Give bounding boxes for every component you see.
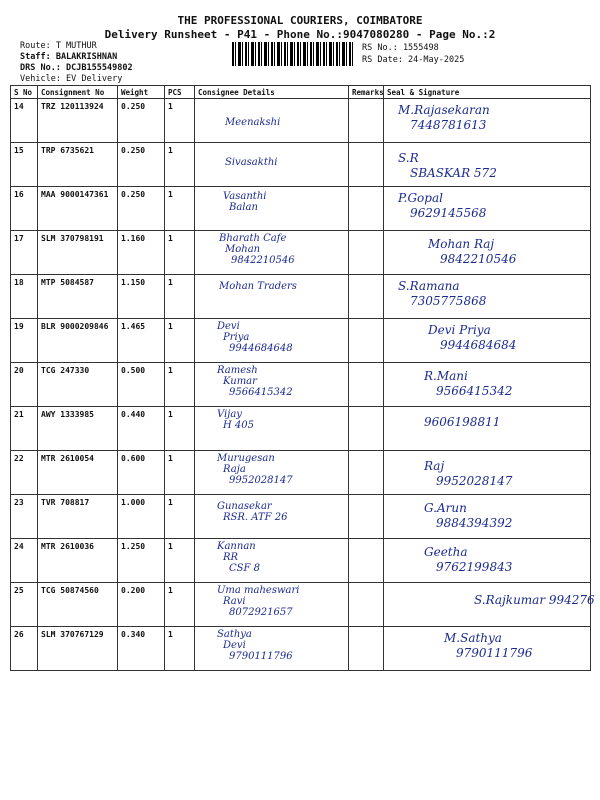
signature-handwriting: Raj xyxy=(424,459,445,473)
cell-consignment-no: MAA 9000147361 xyxy=(38,187,118,231)
cell-remarks xyxy=(349,363,384,407)
consignee-handwriting: Sathya xyxy=(217,629,252,640)
col-remarks: Remarks xyxy=(349,86,384,99)
consignee-handwriting: Vijay xyxy=(217,409,242,420)
cell-pcs: 1 xyxy=(165,319,195,363)
cell-consignee-details xyxy=(195,495,349,539)
rs-date-label: RS Date: 24-May-2025 xyxy=(362,55,465,65)
cell-remarks xyxy=(349,539,384,583)
table-row xyxy=(11,143,591,187)
cell-consignment-no: MTP 5084587 xyxy=(38,275,118,319)
col-consignee: Consignee Details xyxy=(195,86,349,99)
consignee-handwriting: Ramesh xyxy=(217,365,258,376)
consignee-handwriting: Murugesan xyxy=(217,453,275,464)
cell-weight: 1.465 xyxy=(118,319,165,363)
cell-sno: 26 xyxy=(11,627,38,671)
cell-consignee-details xyxy=(195,99,349,143)
consignee-handwriting: Gunasekar xyxy=(217,501,272,512)
consignee-handwriting: Vasanthi xyxy=(223,191,267,202)
cell-consignment-no: TRP 6735621 xyxy=(38,143,118,187)
cell-pcs: 1 xyxy=(165,143,195,187)
cell-seal-signature xyxy=(384,187,591,231)
table-row xyxy=(11,363,591,407)
cell-seal-signature xyxy=(384,231,591,275)
cell-weight: 0.500 xyxy=(118,363,165,407)
table-row xyxy=(11,627,591,671)
cell-remarks xyxy=(349,143,384,187)
cell-sno: 18 xyxy=(11,275,38,319)
cell-consignee-details xyxy=(195,583,349,627)
signature-handwriting: M.Sathya xyxy=(444,631,502,645)
consignee-handwriting: Kumar xyxy=(223,376,257,387)
cell-weight: 0.250 xyxy=(118,99,165,143)
cell-sno: 16 xyxy=(11,187,38,231)
col-weight: Weight xyxy=(118,86,165,99)
signature-handwriting: 9566415342 xyxy=(436,384,513,398)
cell-remarks xyxy=(349,583,384,627)
col-consignment: Consignment No xyxy=(38,86,118,99)
cell-pcs: 1 xyxy=(165,187,195,231)
consignee-handwriting: Uma maheswari xyxy=(217,585,300,596)
vehicle-label: Vehicle: EV Delivery xyxy=(20,74,123,84)
cell-consignment-no: TVR 708817 xyxy=(38,495,118,539)
meta-right xyxy=(362,42,464,66)
cell-consignee-details xyxy=(195,319,349,363)
cell-consignment-no: TCG 247330 xyxy=(38,363,118,407)
signature-handwriting: 9944684684 xyxy=(440,338,517,352)
cell-pcs: 1 xyxy=(165,407,195,451)
cell-pcs: 1 xyxy=(165,539,195,583)
cell-consignment-no: SLM 370798191 xyxy=(38,231,118,275)
cell-pcs: 1 xyxy=(165,451,195,495)
cell-seal-signature xyxy=(384,539,591,583)
consignee-handwriting: Raja xyxy=(223,464,246,475)
signature-handwriting: R.Mani xyxy=(424,369,468,383)
signature-handwriting: 9884394392 xyxy=(436,516,513,530)
cell-consignment-no: MTR 2610036 xyxy=(38,539,118,583)
cell-consignee-details xyxy=(195,539,349,583)
signature-handwriting: Geetha xyxy=(424,545,468,559)
cell-pcs: 1 xyxy=(165,99,195,143)
cell-sno: 17 xyxy=(11,231,38,275)
meta-left xyxy=(20,41,133,85)
cell-consignee-details xyxy=(195,627,349,671)
cell-consignee-details xyxy=(195,407,349,451)
cell-seal-signature xyxy=(384,99,591,143)
signature-handwriting: S.Rajkumar 994276 xyxy=(474,593,595,607)
rs-no-label: RS No.: 1555498 xyxy=(362,43,439,53)
cell-seal-signature xyxy=(384,319,591,363)
consignee-handwriting: Balan xyxy=(229,202,258,213)
consignee-handwriting: RR xyxy=(223,552,239,563)
table-row xyxy=(11,495,591,539)
cell-remarks xyxy=(349,319,384,363)
signature-handwriting: P.Gopal xyxy=(398,191,443,205)
table-row xyxy=(11,407,591,451)
cell-pcs: 1 xyxy=(165,495,195,539)
signature-handwriting: 9629145568 xyxy=(410,206,487,220)
cell-remarks xyxy=(349,275,384,319)
cell-consignee-details xyxy=(195,275,349,319)
cell-sno: 20 xyxy=(11,363,38,407)
signature-handwriting: 9790111796 xyxy=(456,646,533,660)
consignee-handwriting: 8072921657 xyxy=(229,607,293,618)
cell-sno: 14 xyxy=(11,99,38,143)
consignee-handwriting: Ravi xyxy=(223,596,246,607)
cell-remarks xyxy=(349,231,384,275)
cell-seal-signature xyxy=(384,407,591,451)
col-pcs: PCS xyxy=(165,86,195,99)
cell-weight: 0.440 xyxy=(118,407,165,451)
cell-consignment-no: SLM 370767129 xyxy=(38,627,118,671)
signature-handwriting: 9606198811 xyxy=(424,415,501,429)
cell-sno: 15 xyxy=(11,143,38,187)
consignee-handwriting: 9944684648 xyxy=(229,343,293,354)
cell-consignee-details xyxy=(195,187,349,231)
cell-consignee-details xyxy=(195,143,349,187)
route-label: Route: T MUTHUR xyxy=(20,41,97,51)
cell-pcs: 1 xyxy=(165,583,195,627)
cell-consignment-no: TCG 50874560 xyxy=(38,583,118,627)
signature-handwriting: 9762199843 xyxy=(436,560,513,574)
cell-weight: 1.160 xyxy=(118,231,165,275)
cell-remarks xyxy=(349,99,384,143)
cell-seal-signature xyxy=(384,143,591,187)
cell-seal-signature xyxy=(384,451,591,495)
consignee-handwriting: 9952028147 xyxy=(229,475,293,486)
table-row xyxy=(11,187,591,231)
cell-consignment-no: TRZ 120113924 xyxy=(38,99,118,143)
cell-consignee-details xyxy=(195,363,349,407)
cell-weight: 0.200 xyxy=(118,583,165,627)
cell-remarks xyxy=(349,627,384,671)
cell-sno: 22 xyxy=(11,451,38,495)
consignee-handwriting: Meenakshi xyxy=(225,117,281,128)
cell-weight: 0.250 xyxy=(118,143,165,187)
table-row xyxy=(11,275,591,319)
consignee-handwriting: 9566415342 xyxy=(229,387,293,398)
signature-handwriting: 9952028147 xyxy=(436,474,513,488)
cell-seal-signature xyxy=(384,495,591,539)
cell-consignment-no: MTR 2610054 xyxy=(38,451,118,495)
cell-remarks xyxy=(349,495,384,539)
signature-handwriting: M.Rajasekaran xyxy=(398,103,490,117)
signature-handwriting: Mohan Raj xyxy=(428,237,495,251)
cell-consignment-no: AWY 1333985 xyxy=(38,407,118,451)
cell-weight: 0.250 xyxy=(118,187,165,231)
table-row xyxy=(11,99,591,143)
cell-consignee-details xyxy=(195,231,349,275)
cell-weight: 0.600 xyxy=(118,451,165,495)
cell-seal-signature xyxy=(384,363,591,407)
table-row xyxy=(11,231,591,275)
cell-sno: 23 xyxy=(11,495,38,539)
consignee-handwriting: RSR. ATF 26 xyxy=(223,512,288,523)
table-row xyxy=(11,319,591,363)
consignee-handwriting: Bharath Cafe xyxy=(219,233,287,244)
consignee-handwriting: Priya xyxy=(223,332,250,343)
cell-remarks xyxy=(349,187,384,231)
cell-pcs: 1 xyxy=(165,275,195,319)
table-row xyxy=(11,451,591,495)
cell-remarks xyxy=(349,451,384,495)
cell-pcs: 1 xyxy=(165,231,195,275)
drs-label: DRS No.: DCJB155549802 xyxy=(20,63,133,73)
consignee-handwriting: H 405 xyxy=(223,420,254,431)
consignee-handwriting: CSF 8 xyxy=(229,563,260,574)
consignee-handwriting: Sivasakthi xyxy=(225,157,278,168)
cell-sno: 21 xyxy=(11,407,38,451)
cell-remarks xyxy=(349,407,384,451)
col-sno: S No xyxy=(11,86,38,99)
barcode-image xyxy=(232,42,354,66)
signature-handwriting: S.R xyxy=(398,151,419,165)
signature-handwriting: G.Arun xyxy=(424,501,467,515)
signature-handwriting: 9842210546 xyxy=(440,252,517,266)
staff-label: Staff: BALAKRISHNAN xyxy=(20,52,118,62)
table-row xyxy=(11,583,591,627)
signature-handwriting: 7448781613 xyxy=(410,118,487,132)
cell-pcs: 1 xyxy=(165,627,195,671)
cell-sno: 25 xyxy=(11,583,38,627)
col-seal: Seal & Signature xyxy=(384,86,591,99)
cell-weight: 0.340 xyxy=(118,627,165,671)
cell-weight: 1.250 xyxy=(118,539,165,583)
signature-handwriting: SBASKAR 572 xyxy=(410,166,497,180)
consignee-handwriting: 9790111796 xyxy=(229,651,293,662)
company-title: THE PROFESSIONAL COURIERS, COIMBATORE xyxy=(177,14,423,27)
table-row xyxy=(11,539,591,583)
consignee-handwriting: Mohan Traders xyxy=(219,281,297,292)
signature-handwriting: Devi Priya xyxy=(428,323,491,337)
consignee-handwriting: Mohan xyxy=(225,244,261,255)
cell-weight: 1.000 xyxy=(118,495,165,539)
cell-weight: 1.150 xyxy=(118,275,165,319)
consignee-handwriting: Kannan xyxy=(217,541,256,552)
cell-consignee-details xyxy=(195,451,349,495)
signature-handwriting: 7305775868 xyxy=(410,294,487,308)
cell-sno: 19 xyxy=(11,319,38,363)
cell-seal-signature xyxy=(384,583,595,627)
consignee-handwriting: Devi xyxy=(217,321,240,332)
cell-seal-signature xyxy=(384,627,591,671)
consignee-handwriting: 9842210546 xyxy=(231,255,295,266)
runsheet-subtitle: Delivery Runsheet - P41 - Phone No.:9047080280 - Page No.:2 xyxy=(104,28,496,41)
cell-sno: 24 xyxy=(11,539,38,583)
consignee-handwriting: Devi xyxy=(223,640,246,651)
table-header-row xyxy=(11,86,591,99)
signature-handwriting: S.Ramana xyxy=(398,279,460,293)
cell-seal-signature xyxy=(384,275,591,319)
cell-pcs: 1 xyxy=(165,363,195,407)
cell-consignment-no: BLR 9000209846 xyxy=(38,319,118,363)
runsheet-table xyxy=(10,85,595,671)
